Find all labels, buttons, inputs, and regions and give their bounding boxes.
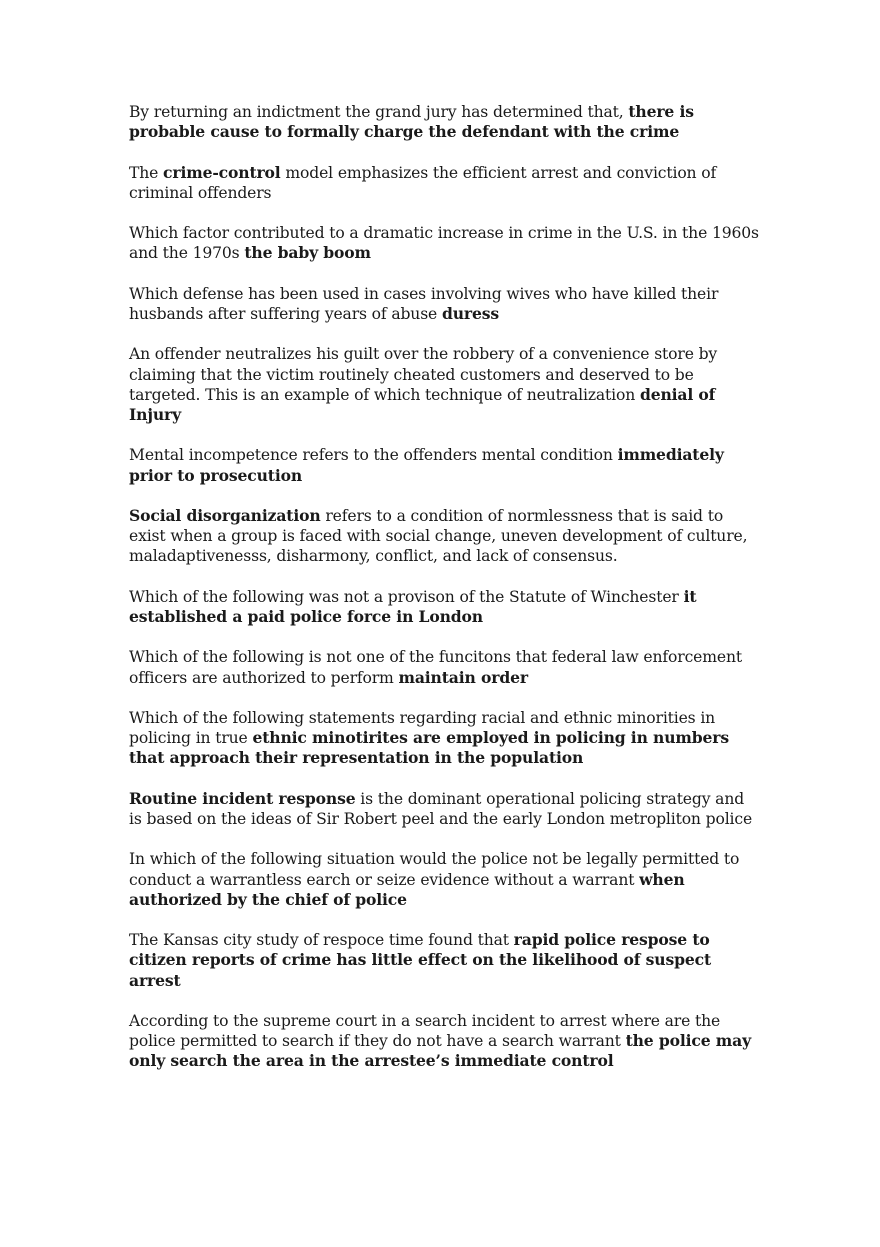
question-text: The (129, 163, 164, 182)
answer-text: denial of Injury (129, 384, 716, 424)
answer-text: maintain order (398, 667, 528, 687)
qa-paragraph (129, 930, 759, 991)
question-text: Which of the following statements regarding racial and ethnic minorities in policing in true (129, 708, 716, 748)
document-body (129, 102, 759, 1092)
answer-text: ethnic minotirites are employed in policing in numbers that approach their representation in the population (129, 728, 729, 768)
question-text: is the dominant operational policing strategy and is based on the ideas of Sir Robert peel and the early London metropliton police (129, 789, 753, 828)
question-text: By returning an indictment the grand jury has determined that, (129, 103, 629, 121)
answer-text: immediately prior to prosecution (129, 445, 724, 485)
question-text: Which of the following is not one of the funcitons that federal law enforcement officers are authorized to perform (129, 648, 742, 687)
answer-text: the baby boom (244, 243, 371, 263)
question-text: According to the supreme court in a search incident to arrest where are the police permitted to search if they do not have a search warrant (129, 1011, 721, 1051)
qa-paragraph (129, 344, 759, 425)
question-text: The Kansas city study of respoce time found that (129, 931, 514, 950)
qa-paragraph (129, 223, 759, 263)
qa-paragraph (129, 849, 759, 910)
answer-text: the police may only search the area in the arrestee’s immediate control (129, 1031, 752, 1071)
answer-text: crime-control (163, 162, 281, 182)
qa-paragraph (129, 445, 759, 485)
answer-text: Routine incident response (129, 788, 356, 808)
qa-paragraph (129, 587, 759, 627)
qa-paragraph (129, 1011, 759, 1072)
qa-paragraph (129, 163, 759, 203)
question-text: Which defense has been used in cases involving wives who have killed their husbands after suffering years of abuse (129, 284, 719, 323)
qa-paragraph (129, 506, 759, 567)
qa-paragraph (129, 789, 759, 829)
answer-text: there is probable cause to formally charge the defendant with the crime (129, 102, 694, 142)
question-text: An offender neutralizes his guilt over the robbery of a convenience store by claiming that the victim routinely cheated customers and deserved to be targeted. This is an example of which technique of neutralization (129, 345, 718, 404)
answer-text: when authorized by the chief of police (129, 869, 685, 909)
question-text: Which of the following was not a provison of the Statute of Winchester (129, 587, 684, 606)
answer-text: rapid police respose to citizen reports of crime has little effect on the likelihood of suspect arrest (129, 930, 711, 990)
qa-paragraph (129, 284, 759, 324)
question-text: model emphasizes the efficient arrest and conviction of criminal offenders (129, 163, 717, 202)
answer-text: Social disorganization (129, 505, 321, 525)
answer-text: it established a paid police force in London (129, 586, 697, 626)
answer-text: duress (441, 303, 499, 323)
question-text: refers to a condition of normlessness that is said to exist when a group is faced with social change, uneven development of culture, maladaptivenesss, disharmony, conflict, and lack of consensus. (129, 506, 748, 566)
question-text: Which factor contributed to a dramatic increase in crime in the U.S. in the 1960s and the 1970s (129, 224, 759, 263)
question-text: In which of the following situation would the police not be legally permitted to conduct a warrantless earch or seize evidence without a warrant (129, 850, 740, 889)
question-text: Mental incompetence refers to the offenders mental condition (129, 446, 618, 465)
qa-paragraph (129, 647, 759, 687)
qa-paragraph (129, 708, 759, 769)
qa-paragraph (129, 102, 759, 142)
